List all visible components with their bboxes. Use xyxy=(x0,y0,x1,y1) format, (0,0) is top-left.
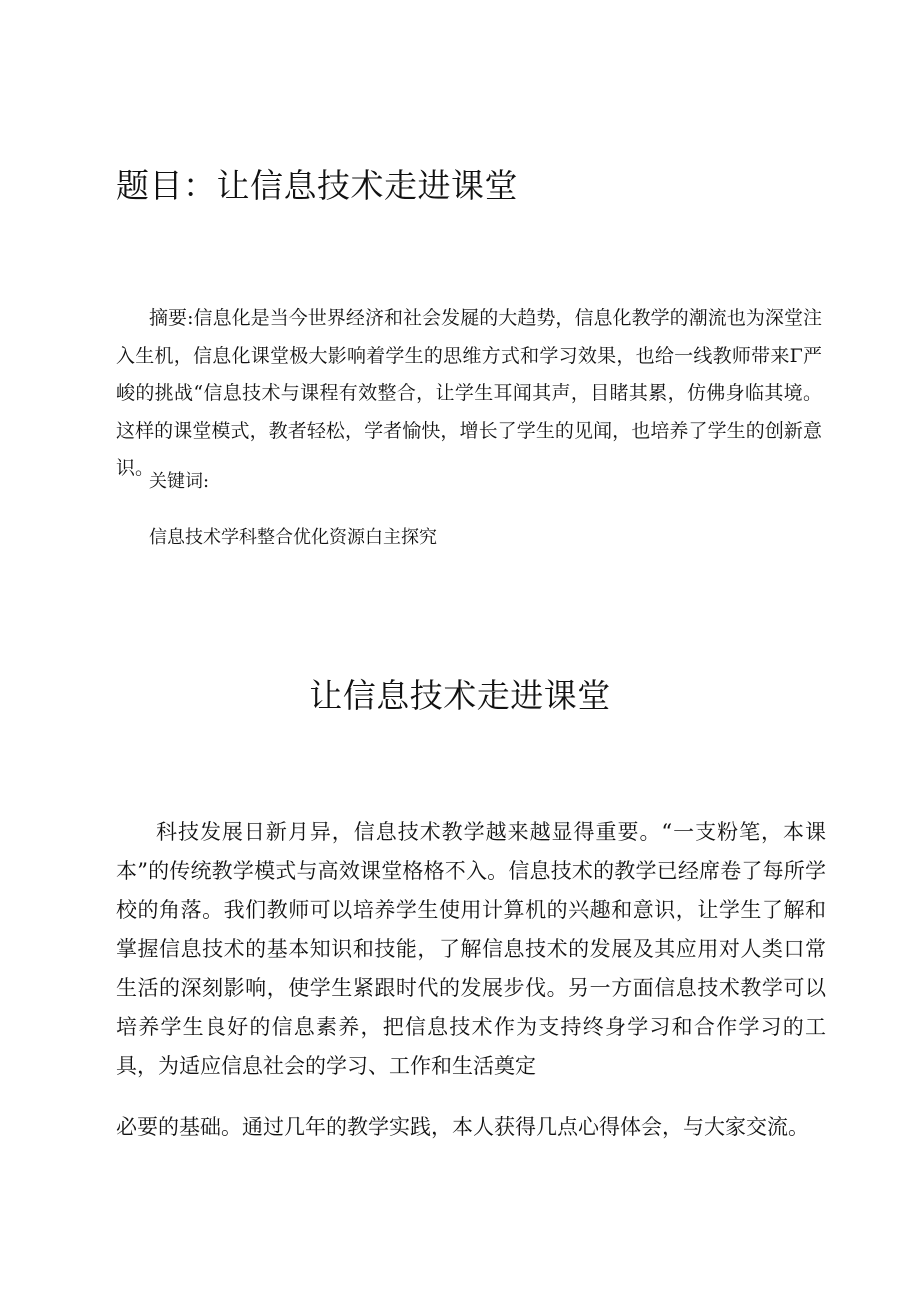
document-title: 题目：让信息技术走进课堂 xyxy=(116,166,518,205)
body-paragraph: 科技发展日新月异，信息技术教学越来越显得重要。“一支粉笔，本课本”的传统教学模式与高效课堂格格不入。信息技术的教学已经席卷了每所学校的角落。我们教师可以培养学生使用计算机的兴趣和意识，让学生了解和掌握信息技术的基本知识和技能，了解信息技术的发展及其应用对人类口常生活的深刻影响，使学生紧跟时代的发展步伐。另一方面信息技术教学可以培养学生良好的信息素养，把信息技术作为支持终身学习和合作学习的工具，为适应信息社会的学习、工作和生活奠定 xyxy=(116,820,826,1078)
keywords-label: 关键词: xyxy=(149,471,210,492)
keywords-text: 信息技术学科整合优化资源白主探究 xyxy=(149,527,437,548)
main-title: 让信息技术走进课堂 xyxy=(309,676,611,715)
abstract-paragraph: 摘要:信息化是当今世界经济和社会发屣的大趋势，信息化教学的潮流也为深堂注入生机，信息化课堂极大影响着学生的思维方式和学习效果，也给一线教师带来Γ严峻的挑战“信息技术与课程有效整合，让学生耳闻其声，目睹其累，仿佛身临其境。这样的课堂模式，教者轻松，学者愉快，增长了学生的见闻，也培养了学生的创新意识。 xyxy=(116,307,822,479)
body-paragraph-continued: 必要的基础。通过几年的教学实践，本人获得几点心得体会，与大家交流。 xyxy=(116,1115,809,1139)
